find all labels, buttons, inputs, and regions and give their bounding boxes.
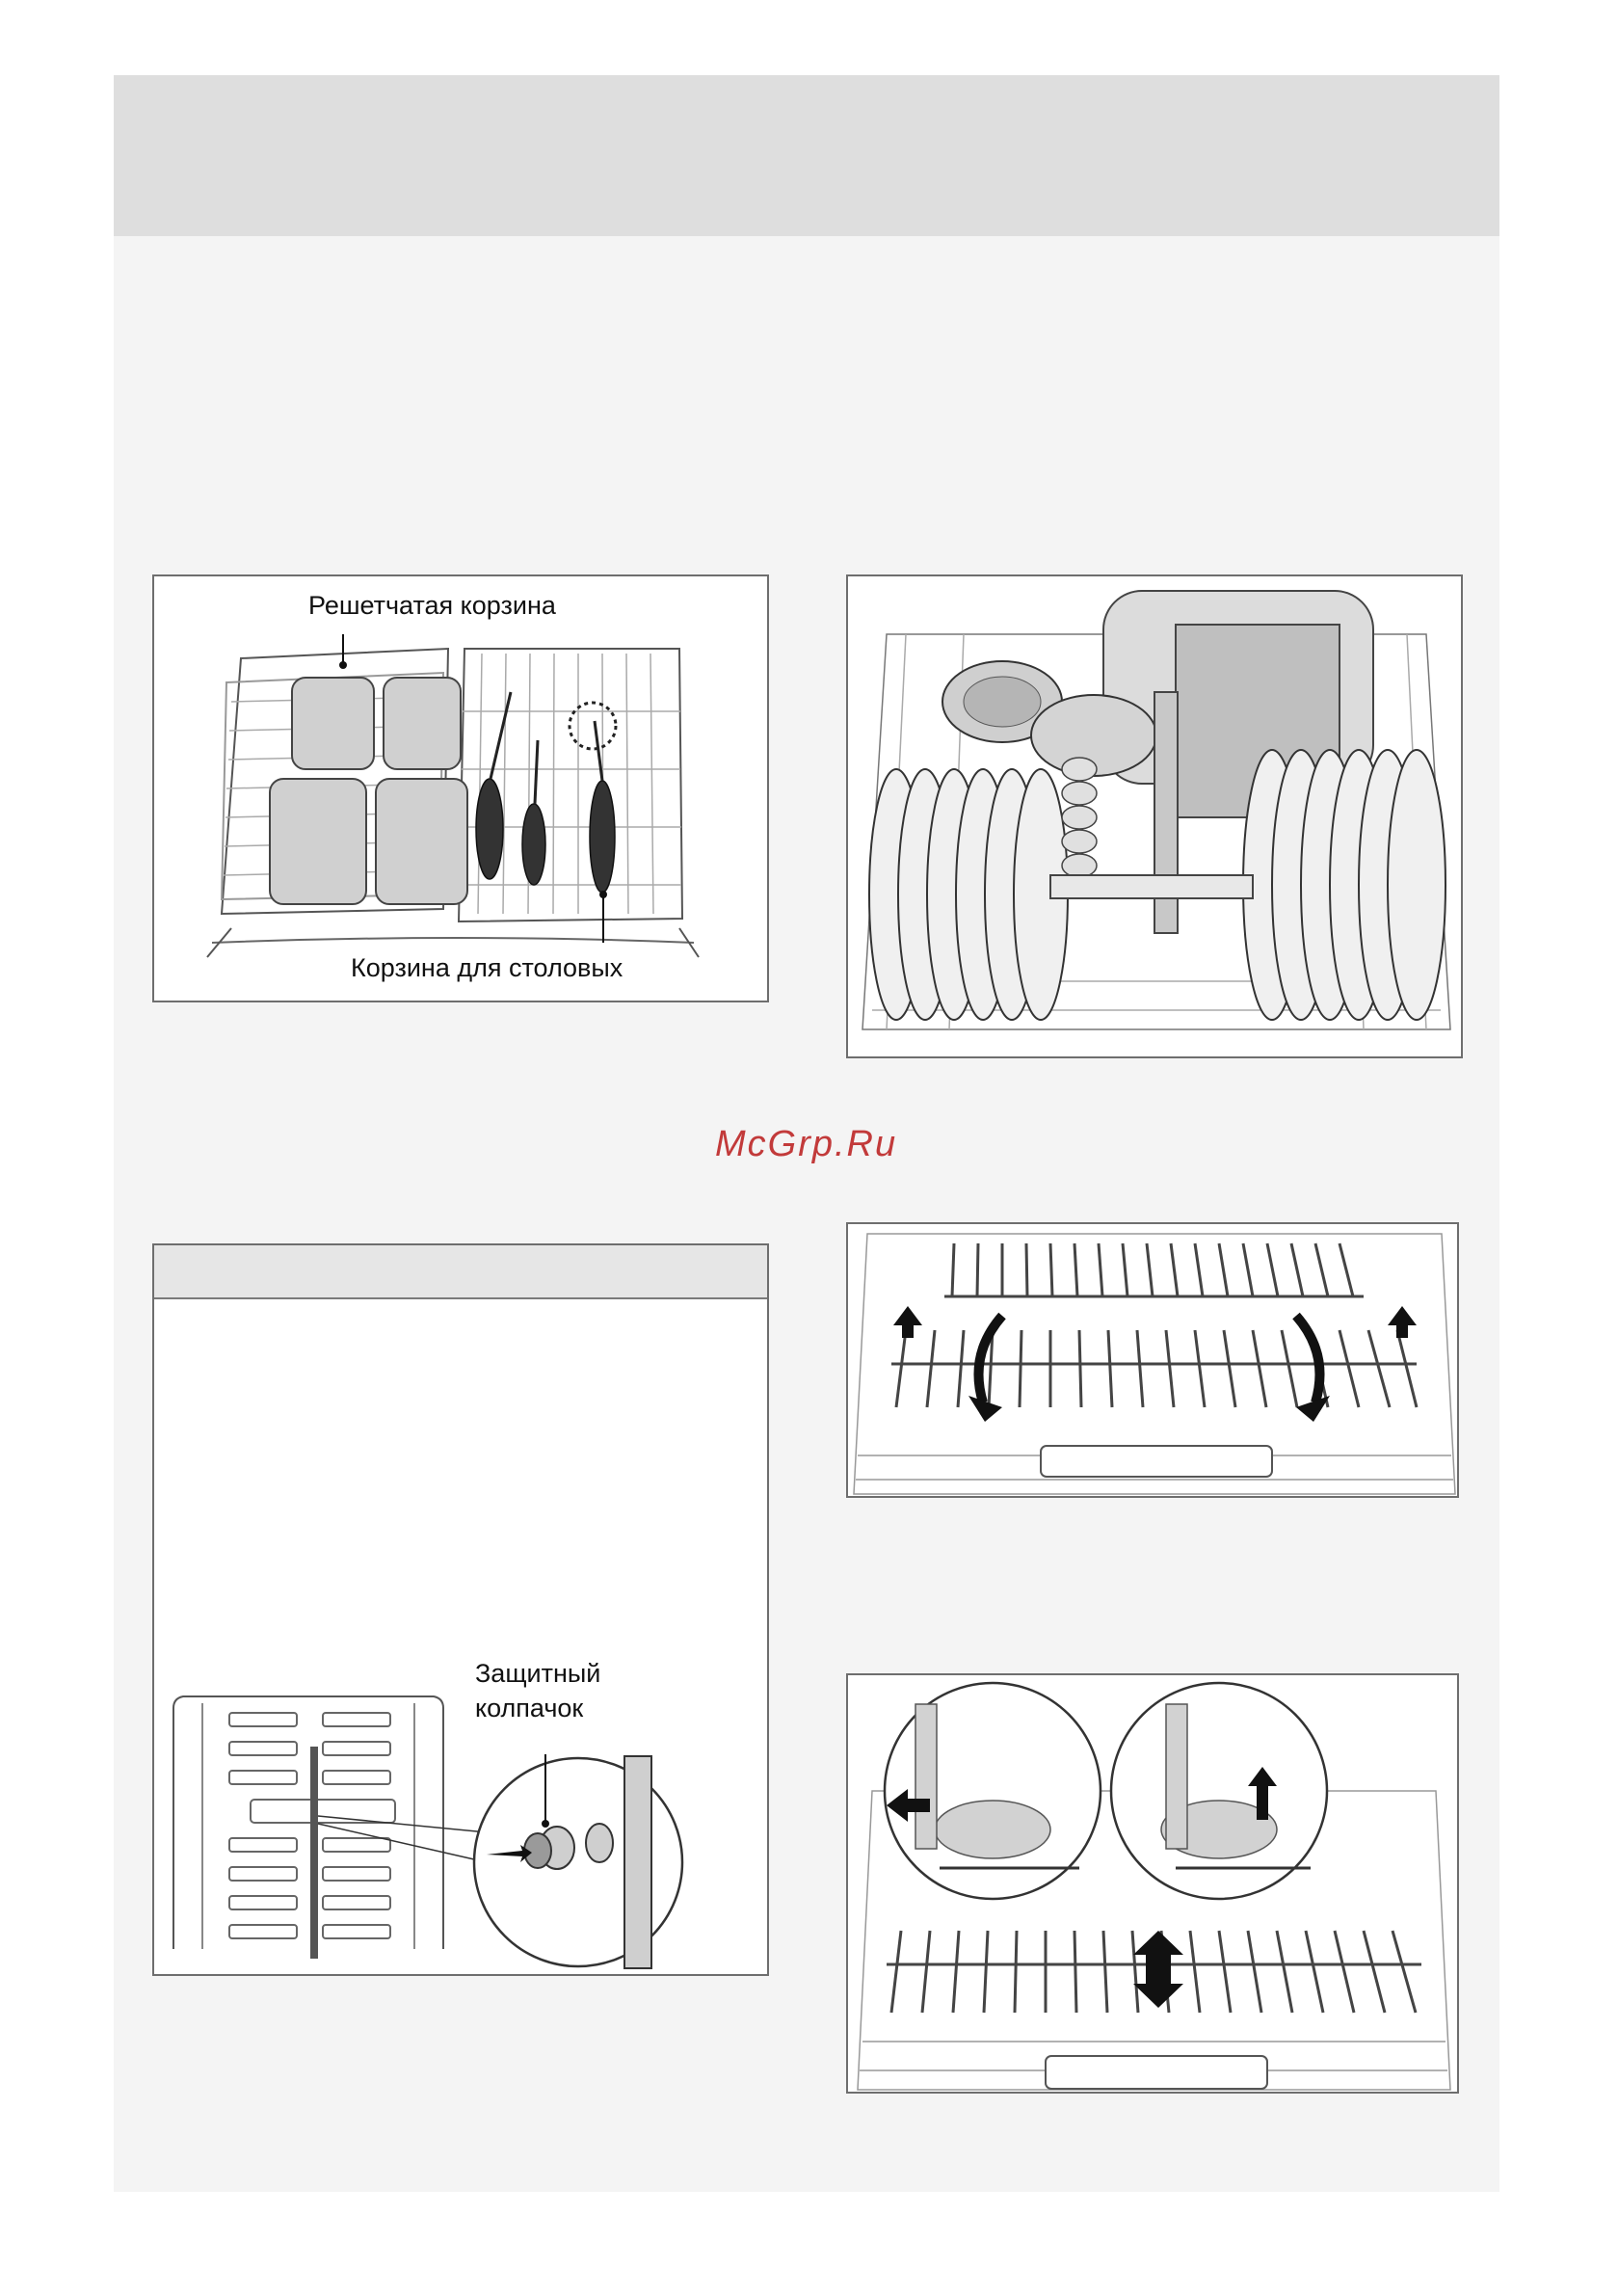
figure-upper-rack: [152, 574, 769, 1002]
header-band: [114, 75, 1499, 236]
label-protective-cap-line1: Защитный: [475, 1659, 601, 1688]
rack-height-illustration: [848, 1675, 1459, 2094]
label-mesh-basket: Решетчатая корзина: [308, 591, 556, 620]
figure-folding-tines: [846, 1222, 1459, 1498]
figure-loaded-rack: [846, 574, 1463, 1058]
folding-tines-illustration: [848, 1224, 1459, 1498]
watermark: McGrp.Ru: [715, 1124, 898, 1164]
figure-rack-height: [846, 1673, 1459, 2094]
figure-filter-cap: [152, 1243, 769, 1976]
upper-rack-illustration: [154, 576, 769, 1002]
label-protective-cap-line2: колпачок: [475, 1694, 584, 1722]
filter-cap-illustration: [154, 1245, 769, 1976]
label-cutlery-basket: Корзина для столовых: [351, 953, 623, 982]
loaded-rack-illustration: [848, 576, 1463, 1058]
